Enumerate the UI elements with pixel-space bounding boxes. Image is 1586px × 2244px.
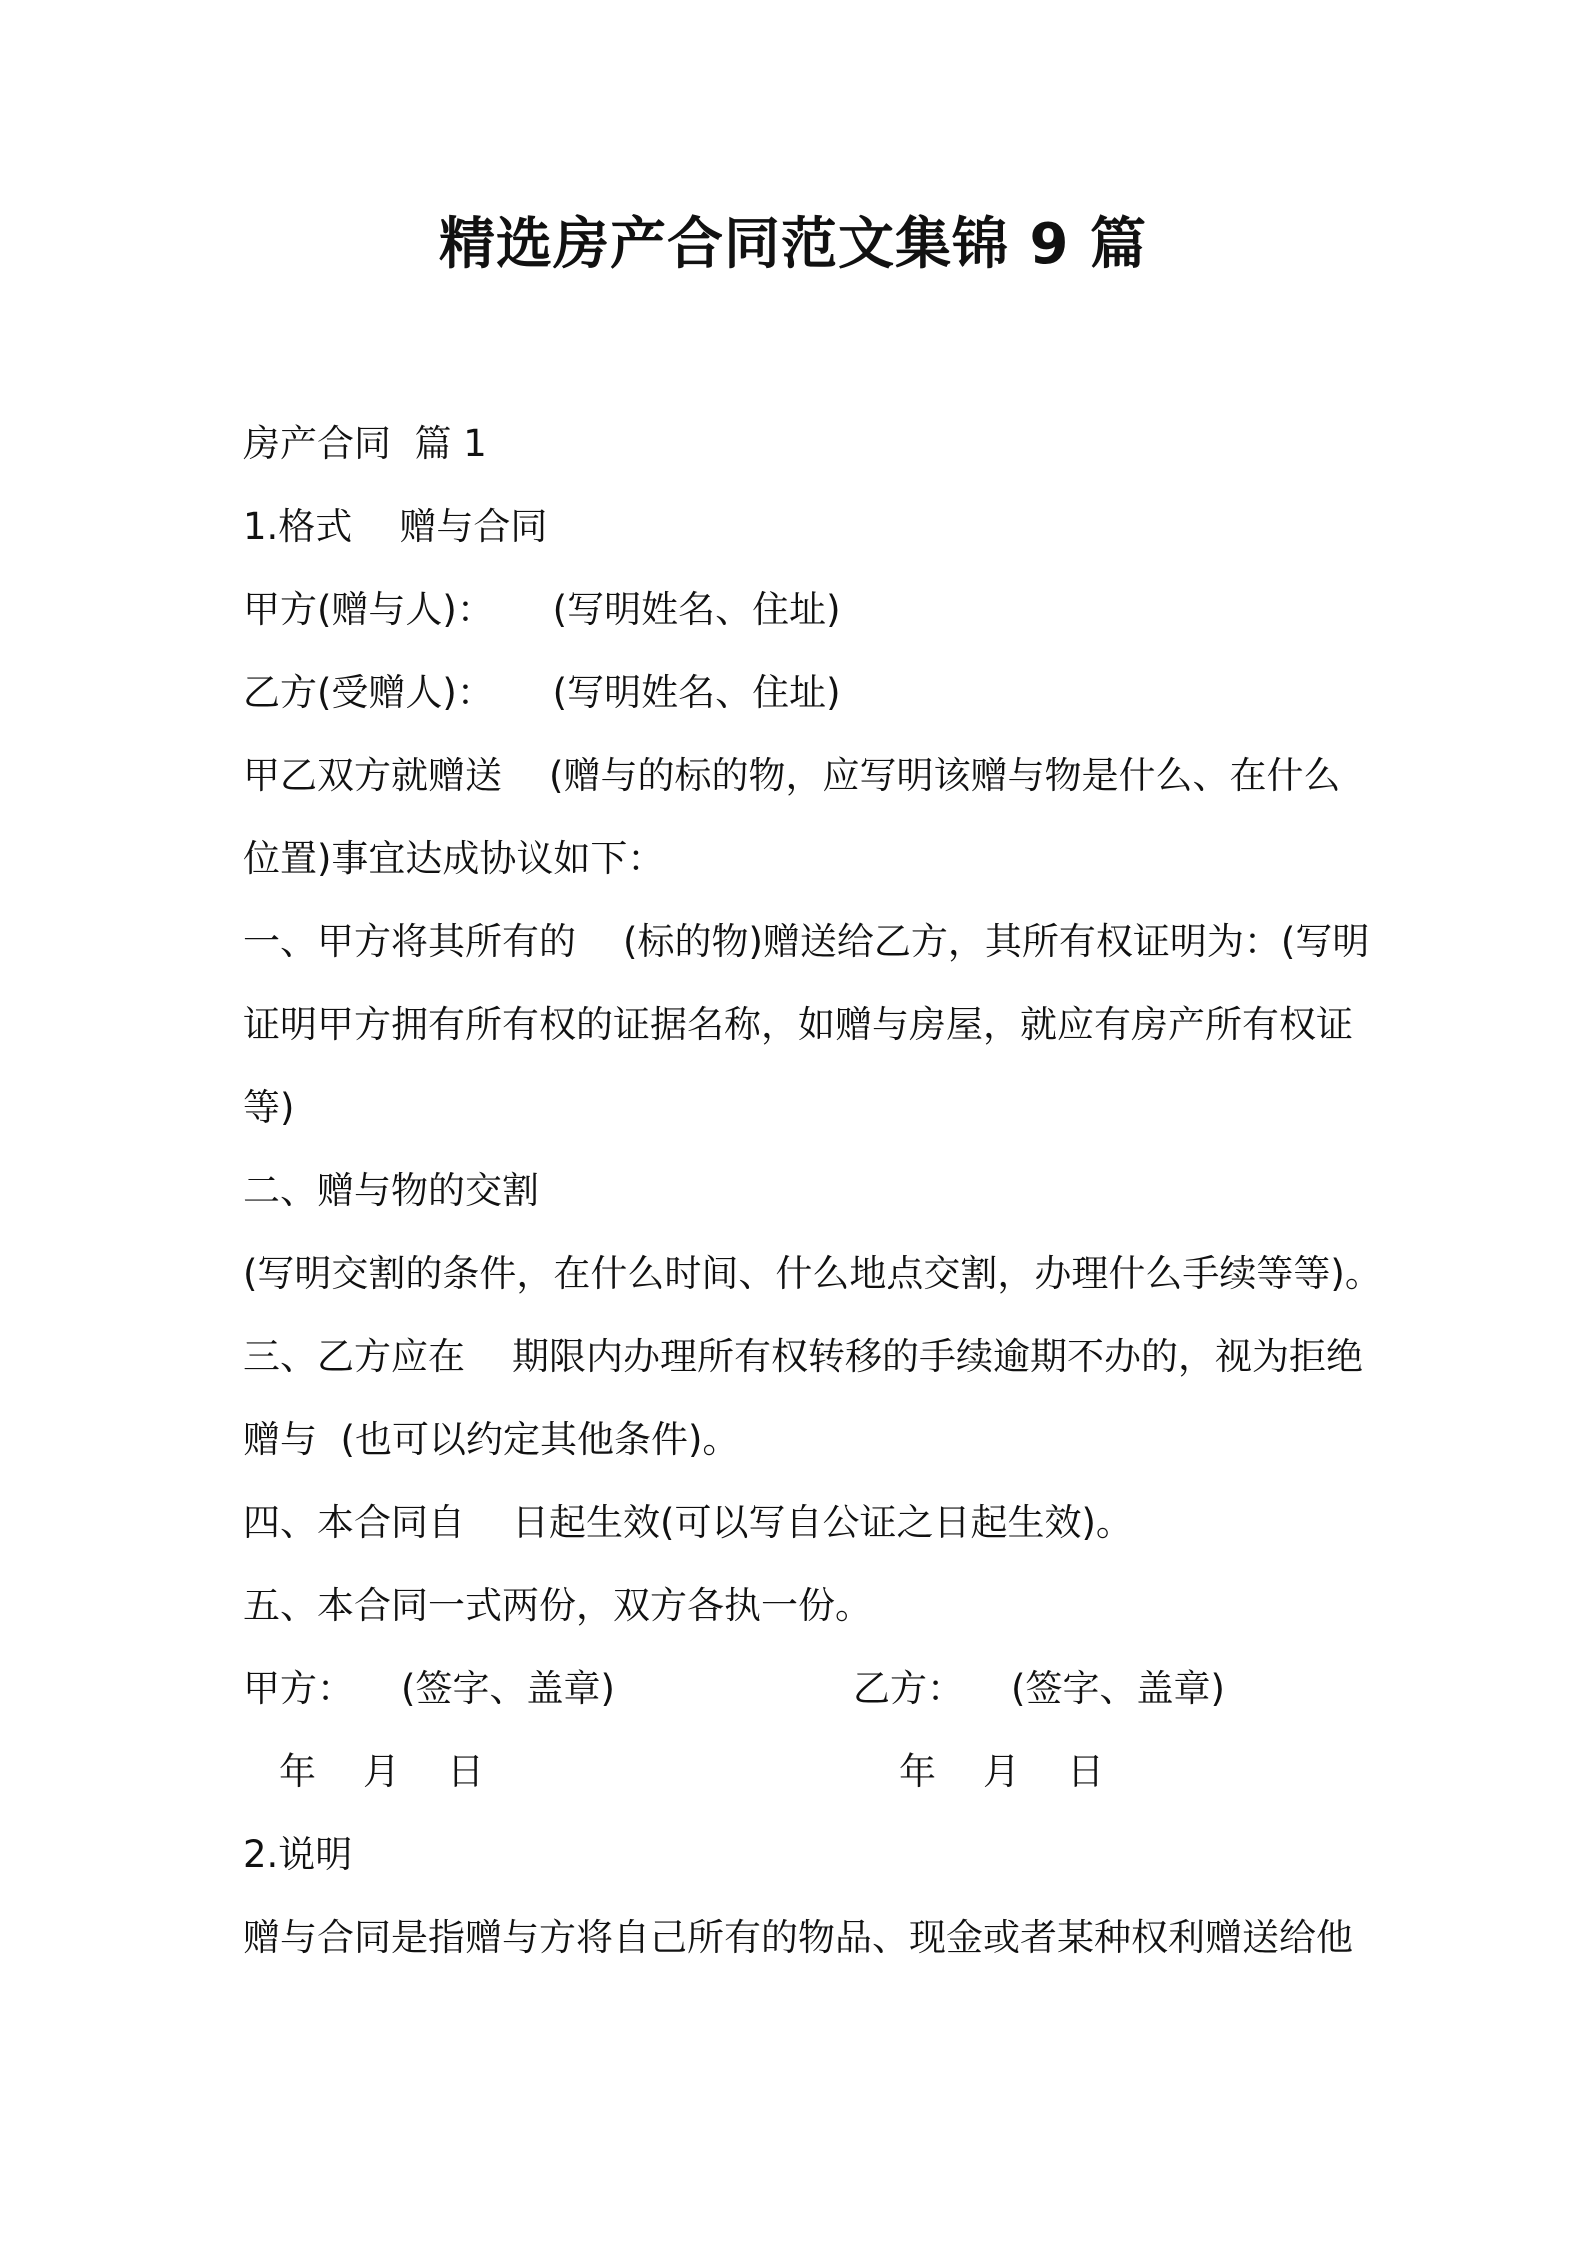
paragraph-line: 二、赠与物的交割 (243, 1169, 539, 1212)
paragraph-line: 位置)事宜达成协议如下： (243, 837, 665, 880)
paragraph-line: 乙方(受赠人)： (写明姓名、住址) (243, 671, 841, 714)
paragraph-line: 赠与 (也可以约定其他条件)。 (243, 1418, 740, 1461)
paragraph-line: (写明交割的条件，在什么时间、什么地点交割，办理什么手续等等)。 (243, 1252, 1382, 1295)
paragraph-line: 四、本合同自 日起生效(可以写自公证之日起生效)。 (243, 1501, 1133, 1544)
section-heading: 房产合同 篇 1 (243, 422, 487, 465)
party-b-signature: 乙方： (签字、盖章) (853, 1667, 1225, 1710)
signature-row (243, 1647, 1363, 1730)
party-a-date: 年 月 日 (279, 1750, 485, 1793)
date-row (243, 1730, 1363, 1813)
party-b-date: 年 月 日 (899, 1750, 1105, 1793)
subsection-heading: 2.说明 (243, 1833, 353, 1876)
paragraph-line: 五、本合同一式两份，双方各执一份。 (243, 1584, 872, 1627)
paragraph-line: 赠与合同是指赠与方将自己所有的物品、现金或者某种权利赠送给他 (243, 1916, 1353, 1959)
paragraph-line: 三、乙方应在 期限内办理所有权转移的手续逾期不办的，视为拒绝 (243, 1335, 1364, 1378)
paragraph-line: 证明甲方拥有所有权的证据名称，如赠与房屋，就应有房产所有权证 (243, 1003, 1353, 1046)
paragraph-line: 甲乙双方就赠送 (赠与的标的物，应写明该赠与物是什么、在什么 (243, 754, 1341, 797)
party-a-signature: 甲方： (签字、盖章) (243, 1667, 615, 1710)
paragraph-line: 等) (243, 1086, 295, 1129)
paragraph-line: 1.格式 赠与合同 (243, 505, 548, 548)
document-body (243, 402, 1382, 1979)
paragraph-line: 甲方(赠与人)： (写明姓名、住址) (243, 588, 841, 631)
paragraph-line: 一、甲方将其所有的 (标的物)赠送给乙方，其所有权证明为：(写明 (243, 920, 1370, 963)
document-title: 精选房产合同范文集锦 9 篇 (439, 212, 1147, 277)
